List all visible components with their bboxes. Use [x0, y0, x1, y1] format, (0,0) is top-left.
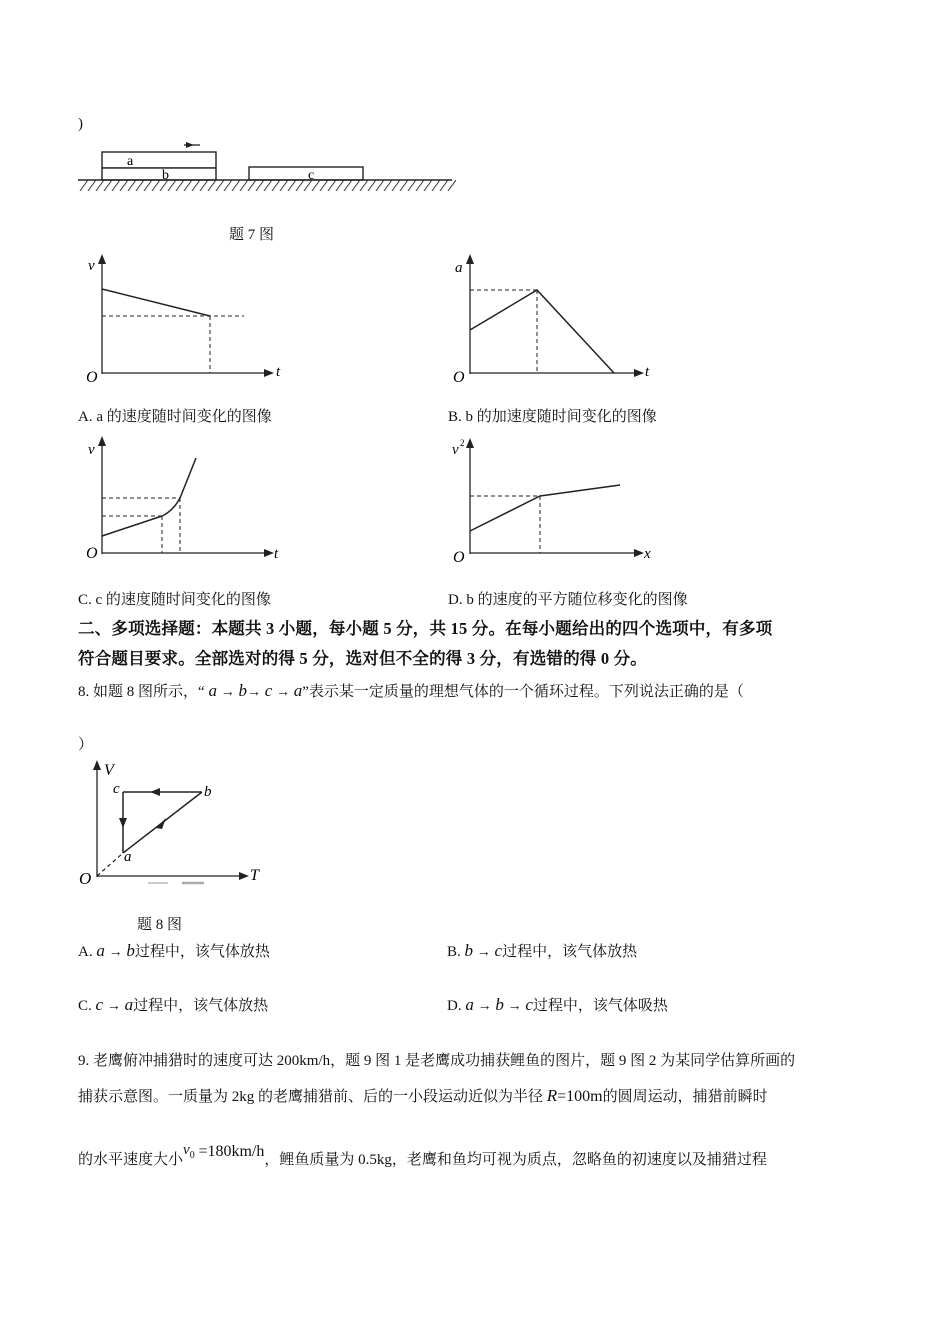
figure-7-blocks — [76, 135, 456, 197]
graph-b-line — [470, 290, 614, 373]
graph-d-origin: O — [453, 549, 465, 562]
q8-option-b[interactable]: B. b → c过程中，该气体放热 — [447, 941, 638, 960]
section-2-heading-line-1: 二、多项选择题：本题共 3 小题，每小题 5 分，共 15 分。在每小题给出的四个选项中，有多项 — [78, 619, 773, 638]
block-b — [102, 168, 216, 180]
graph-d — [448, 434, 660, 562]
ground-hatching — [80, 180, 456, 191]
q9-line-3: 的水平速度大小$v_0 =180km/h$，鲤鱼质量为 0.5kg，老鹰和鱼均可视为质点，忽略鱼的初速度以及捕猎过程 — [78, 1142, 767, 1168]
q9-line-1: 9. 老鹰俯冲捕猎时的速度可达 200km/h，题 9 图 1 是老鹰成功捕获鲤鱼的图片，题 9 图 2 为某同学估算所画的 — [78, 1053, 796, 1069]
figure-8-caption: 题 8 图 — [137, 917, 183, 933]
section-2-heading-line-2: 符合题目要求。全部选对的得 5 分，选对但不全的得 3 分，有选错的得 0 分。 — [78, 649, 647, 668]
q9-line-2: 捕获示意图。一质量为 2kg 的老鹰捕猎前、后的一小段运动近似为半径 R=100m的圆周运动，捕猎前瞬时 — [78, 1086, 768, 1105]
fig8-T: T — [250, 867, 259, 884]
q8-close-paren: ） — [78, 737, 94, 753]
block-a — [102, 152, 216, 168]
graph-b-origin: O — [453, 369, 465, 386]
q8-option-d[interactable]: D. a → b → c过程中，该气体吸热 — [447, 995, 668, 1014]
graph-a-line — [102, 289, 210, 316]
q8-option-a[interactable]: A. a → b过程中，该气体放热 — [78, 941, 270, 960]
graph-c-caption: C. c 的速度随时间变化的图像 — [78, 592, 271, 608]
label-b: b — [162, 168, 169, 183]
label-c: c — [308, 168, 315, 183]
graph-d-caption: D. b 的速度的平方随位移变化的图像 — [448, 592, 688, 608]
graph-a-caption: A. a 的速度随时间变化的图像 — [78, 409, 272, 425]
graph-b — [448, 252, 660, 390]
continuation-paren: ) — [78, 116, 83, 132]
fig8-a: a — [124, 849, 132, 865]
graph-a — [78, 252, 288, 390]
graph-a-y: v — [88, 258, 95, 274]
velocity-arrow-head — [186, 142, 194, 148]
fig8-O: O — [79, 869, 92, 888]
label-a: a — [127, 154, 134, 169]
graph-c-x: t — [274, 546, 279, 562]
fig8-c: c — [113, 781, 120, 797]
graph-d-x: x — [644, 546, 651, 562]
graph-b-x: t — [645, 364, 650, 380]
graph-a-origin: O — [86, 369, 98, 386]
graph-b-caption: B. b 的加速度随时间变化的图像 — [448, 409, 657, 425]
graph-c-origin: O — [86, 545, 98, 562]
figure-7-caption: 题 7 图 — [229, 227, 275, 243]
graph-c-y: v — [88, 442, 95, 458]
q8-stem: 8. 如题 8 图所示，“ a → b→ c → a”表示某一定质量的理想气体的一个循环过程。下列说法正确的是（ — [78, 681, 744, 700]
graph-d-y: v — [452, 442, 459, 458]
graph-b-y: a — [455, 260, 463, 276]
graph-c-line — [102, 458, 196, 536]
graph-a-x: t — [276, 364, 281, 380]
graph-d-line — [470, 485, 620, 531]
fig8-V: V — [104, 762, 114, 779]
fig8-b: b — [204, 784, 212, 800]
graph-c — [78, 432, 288, 562]
figure-8-vt — [78, 756, 268, 891]
q8-option-c[interactable]: C. c → a过程中，该气体放热 — [78, 995, 269, 1014]
block-c — [249, 167, 363, 180]
graph-d-y-sup: 2 — [460, 438, 465, 448]
